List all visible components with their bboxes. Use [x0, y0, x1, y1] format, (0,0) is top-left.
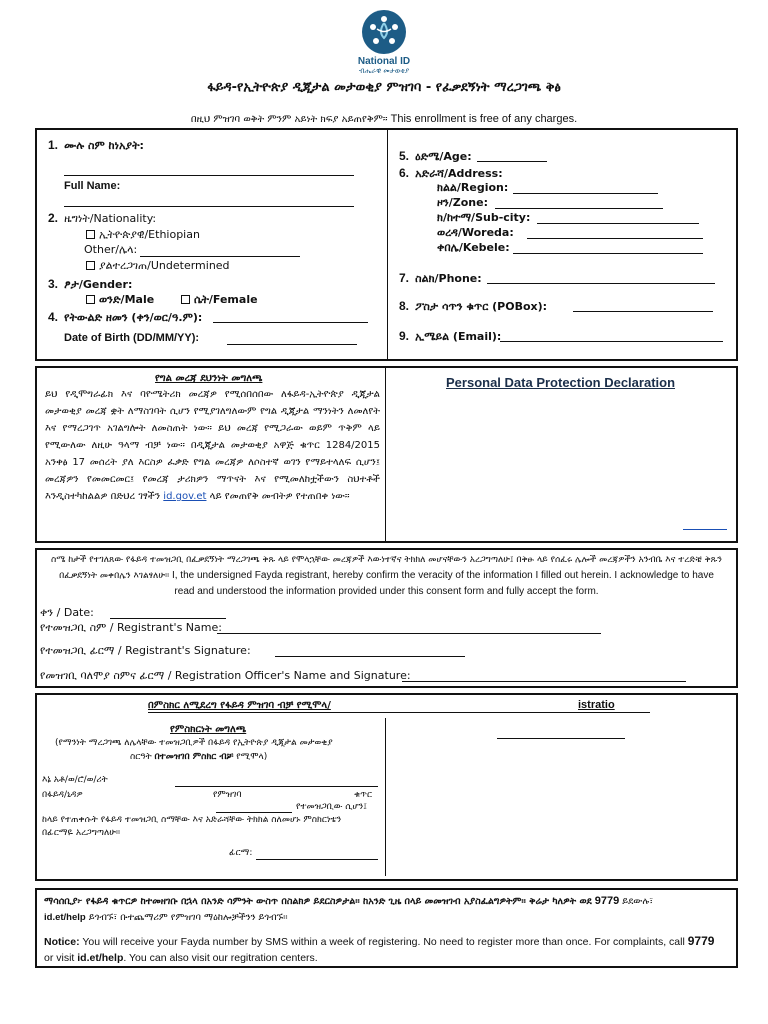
- witness-row2-c: ቁጥር: [354, 790, 372, 800]
- dob-label: 4. የትውልድ ዘመን (ቀን/ወር/ዓ.ም):: [48, 310, 203, 324]
- logo-emblem-icon: [362, 10, 406, 54]
- witness-sign-label: ፊርማ:: [229, 848, 253, 858]
- woreda-field[interactable]: [527, 238, 703, 239]
- consent-date-label: ቀን / Date:: [40, 606, 94, 619]
- consent-name-field[interactable]: [217, 633, 601, 634]
- consent-en-line2: read and understood the information provided under this consent form and fully accept the form.: [174, 586, 599, 597]
- dob-am-field[interactable]: [213, 322, 368, 323]
- witness-number-field[interactable]: [216, 812, 292, 813]
- personal-info-divider: [387, 129, 388, 360]
- full-name-en-label: Full Name:: [64, 180, 121, 192]
- region-label: ክልል/Region:: [437, 181, 509, 194]
- woreda-label: ወረዳ/Woreda:: [437, 226, 514, 239]
- witness-row2-a: በፋይዳ/ኒዳዎ: [42, 790, 83, 800]
- free-note: [0, 113, 768, 125]
- consent-text: [38, 553, 735, 599]
- dob-en-label: Date of Birth (DD/MM/YY):: [64, 332, 200, 344]
- full-name-am-field[interactable]: [64, 175, 354, 176]
- ethiopian-checkbox[interactable]: [86, 230, 95, 239]
- witness-head-en: istratio: [578, 699, 615, 711]
- privacy-divider: [385, 367, 386, 542]
- nationality-label: 2. ዜግነት/Nationality:: [48, 211, 157, 225]
- pobox-field[interactable]: [573, 311, 713, 312]
- logo-subtitle: ብሔራዊ መታወቂያ: [358, 67, 410, 75]
- consent-am-line1: ስሜ ከታች የተገለጸው የፋይዳ ተመዝጋቢ በፈቃደኝነት ማረጋገጫ ቅጹ ላይ የሞላኋቸው መረጃዎች እውነተኛና ትክክለ መሆናቸውን አረጋግጣለሁ፤ በቅፁ ላይ የሰፈሩ ሌሎች መረጃዎችን አንብቤ እና ተረድቼ ቅጹን: [51, 555, 722, 565]
- female-checkbox[interactable]: [181, 295, 190, 304]
- witness-divider: [385, 718, 386, 876]
- gender-female-option[interactable]: ሴት/Female: [181, 293, 258, 307]
- address-label: 6. አድራሻ/Address:: [399, 166, 503, 180]
- email-label: 9. ኢሜይል (Email):: [399, 329, 502, 343]
- phone-field[interactable]: [487, 283, 715, 284]
- email-field[interactable]: [500, 341, 723, 342]
- notice-en: Notice: You will receive your Fayda number by SMS within a week of registering. No need to register more than once. For complaints, call 9779 or visit id.et/help. You can also visit our regitration centers.: [44, 934, 715, 964]
- privacy-en-title: Personal Data Protection Declaration: [446, 375, 676, 390]
- subcity-label: ክ/ከተማ/Sub-city:: [437, 211, 531, 224]
- notice-am: ማሳሰቢያ፦ የፋይዳ ቁጥርዎ ከተመዘገቡ በኋላ በአንድ ሳምንት ውስጥ በስልክዎ ይደርስዎታል። ከአንድ ጊዜ በላይ መመዝገብ አያስፈልግዎትም። ቅሬታ ካለዎት ወደ 9779 ይደውሉ፣ id.et/help ይጎብኙ፣ ቡተጨማሪም የምዝገባ ማዕከሎቻችንን ይጎብኙ።: [44, 895, 654, 923]
- age-field[interactable]: [477, 161, 547, 162]
- free-note-en: This enrollment is free of any charges.: [390, 113, 578, 125]
- witness-row3: የተመዝጋቢው ሲሆን፤: [296, 802, 367, 812]
- witness-sub-2: ስርዓት በተመዝገበ ምስክር ብቻ የሚሞላ): [130, 752, 268, 762]
- consent-line2: በፈቃደኝነት መቀበሌን እገልፃለሁ። I, the undersigned Fayda registrant, hereby confirm the veracity of the information I filled out herein. I acknowledge to have: [59, 570, 714, 581]
- zone-label: ዞን/Zone:: [437, 196, 488, 209]
- pobox-label: 8. ፖስታ ሳጥን ቁጥር (POBox):: [399, 299, 548, 313]
- consent-date-field[interactable]: [110, 618, 226, 619]
- nationality-undetermined-option[interactable]: ያልተረጋገጠ/Undetermined: [86, 259, 230, 273]
- witness-row5: በፊርማዬ አረጋግጣለሁ።: [42, 828, 121, 838]
- consent-signature-label: የተመዝጋቢ ፊርማ / Registrant's Signature:: [40, 644, 251, 657]
- consent-officer-field[interactable]: [402, 681, 686, 682]
- free-note-am: በዚህ ምዝገባ ወቅት ምንም አይነት ክፍያ አይጠየቅም።: [190, 114, 388, 125]
- male-checkbox[interactable]: [86, 295, 95, 304]
- gender-label: 3. ፆታ/Gender:: [48, 277, 133, 291]
- id-gov-et-link[interactable]: id.gov.et: [163, 491, 207, 502]
- phone-label: 7. ስልክ/Phone:: [399, 271, 482, 285]
- privacy-am-title: የግል መረጃ ደህንነት መግለጫ: [155, 373, 263, 384]
- witness-row2-b: የምዝገባ: [213, 790, 242, 800]
- zone-field[interactable]: [495, 208, 663, 209]
- consent-signature-field[interactable]: [275, 656, 465, 657]
- full-name-label: 1. ሙሉ ስም ከነአያት:: [48, 138, 144, 152]
- age-label: 5. ዕድሜ/Age:: [399, 149, 472, 163]
- witness-name-field[interactable]: [175, 786, 378, 787]
- full-name-en-field[interactable]: [64, 206, 354, 207]
- witness-sign-field[interactable]: [256, 859, 378, 860]
- witness-row1: እኔ አቶ/ወ/ሮ/ወ/ሪት: [42, 775, 108, 785]
- nationality-other-field[interactable]: [140, 256, 300, 257]
- consent-name-label: የተመዝጋቢ ስም / Registrant's Name:: [40, 621, 222, 634]
- gender-male-option[interactable]: ወንድ/Male: [86, 293, 154, 307]
- national-id-logo: [344, 10, 424, 76]
- nationality-other-label: Other/ሌላ:: [84, 243, 138, 256]
- undetermined-checkbox[interactable]: [86, 261, 95, 270]
- region-field[interactable]: [513, 193, 658, 194]
- witness-title: የምስክርነት መግለጫ: [170, 724, 247, 735]
- privacy-en-link-stub[interactable]: [683, 529, 727, 530]
- consent-officer-label: የመዝገቢ ባለሞያ ስምና ፊርማ / Registration Officer's Name and Signature:: [40, 669, 411, 682]
- subcity-field[interactable]: [537, 223, 699, 224]
- logo-name: National ID: [357, 56, 411, 67]
- witness-box: [35, 693, 738, 881]
- witness-row4: ከላይ የተጠቀሱት የፋይዳ ተመዝጋቢ ስማቸው እና አድራሻቸው ትክክል ስለመሆኑ ምስክርነቴን: [42, 815, 342, 825]
- dob-en-field[interactable]: [227, 344, 357, 345]
- nationality-ethiopian-option[interactable]: ኢትዮጵያዊ/Ethiopian: [86, 228, 200, 242]
- kebele-field[interactable]: [513, 253, 703, 254]
- kebele-label: ቀበሌ/Kebele:: [437, 241, 510, 254]
- privacy-am-body: ይህ የዲሞግራፊክ እና ባዮሜትሪክ መረጃዎ የሚሰበሰበው ለፋይዳ-ኢትዮጵያ ዲጂታል መታወቂያ መረጃ ቋት ለማስገባት ሲሆን የሚያገለግለውም የግል ዲጂታል ማንነትን ለመለየት እና የማረጋገጥ አገልግሎት ለመስጠት ነው። ይህ መረጃ የሚጋራው ወይም ጥቅም ላይ የሚውለው ለዚሁ ዓላማ ብቻ ነው። በዲጂታል መታወቂያ አዋጅ ቁጥር 1284/2015 አንቀፅ 17 መሰረት ያለ እርስዎ ፈቃድ የግል መረጃዎ ለሶስተኛ ወገን የማይተላለፍ ሲሆን፤ መረጃዎን የመመርመር፤ የመረጃ ታሪክዎን ማጥናት እና የሚመለከቷችውን ስህተቶች እንዲስተካከልልዎ በድህረ ገፃችን id.gov.et ላይ የመጠየቅ መብትዎ የተጠበቀ ነው።: [45, 389, 380, 502]
- form-title: ፋይዳ-የኢትዮጵያ ዲጂታል መታወቂያ ምዝገባ - የፈቃደኝነት ማረጋገጫ ቅፅ: [207, 80, 561, 95]
- help-link[interactable]: id.et/help: [77, 952, 124, 964]
- witness-head-rule: [148, 712, 650, 713]
- witness-head-am: በምስክር ለሚደረግ የፋይዳ ምዝገባ ብቻ የሚሞላ/: [148, 700, 331, 711]
- witness-right-field[interactable]: [497, 738, 625, 739]
- witness-sub-1: (የማንነት ማረጋገጫ ለሌላቸው ተመዝጋቢዎች በፋይዳ የኢትዮጵያ ዲጂታል መታወቂያ: [55, 738, 333, 748]
